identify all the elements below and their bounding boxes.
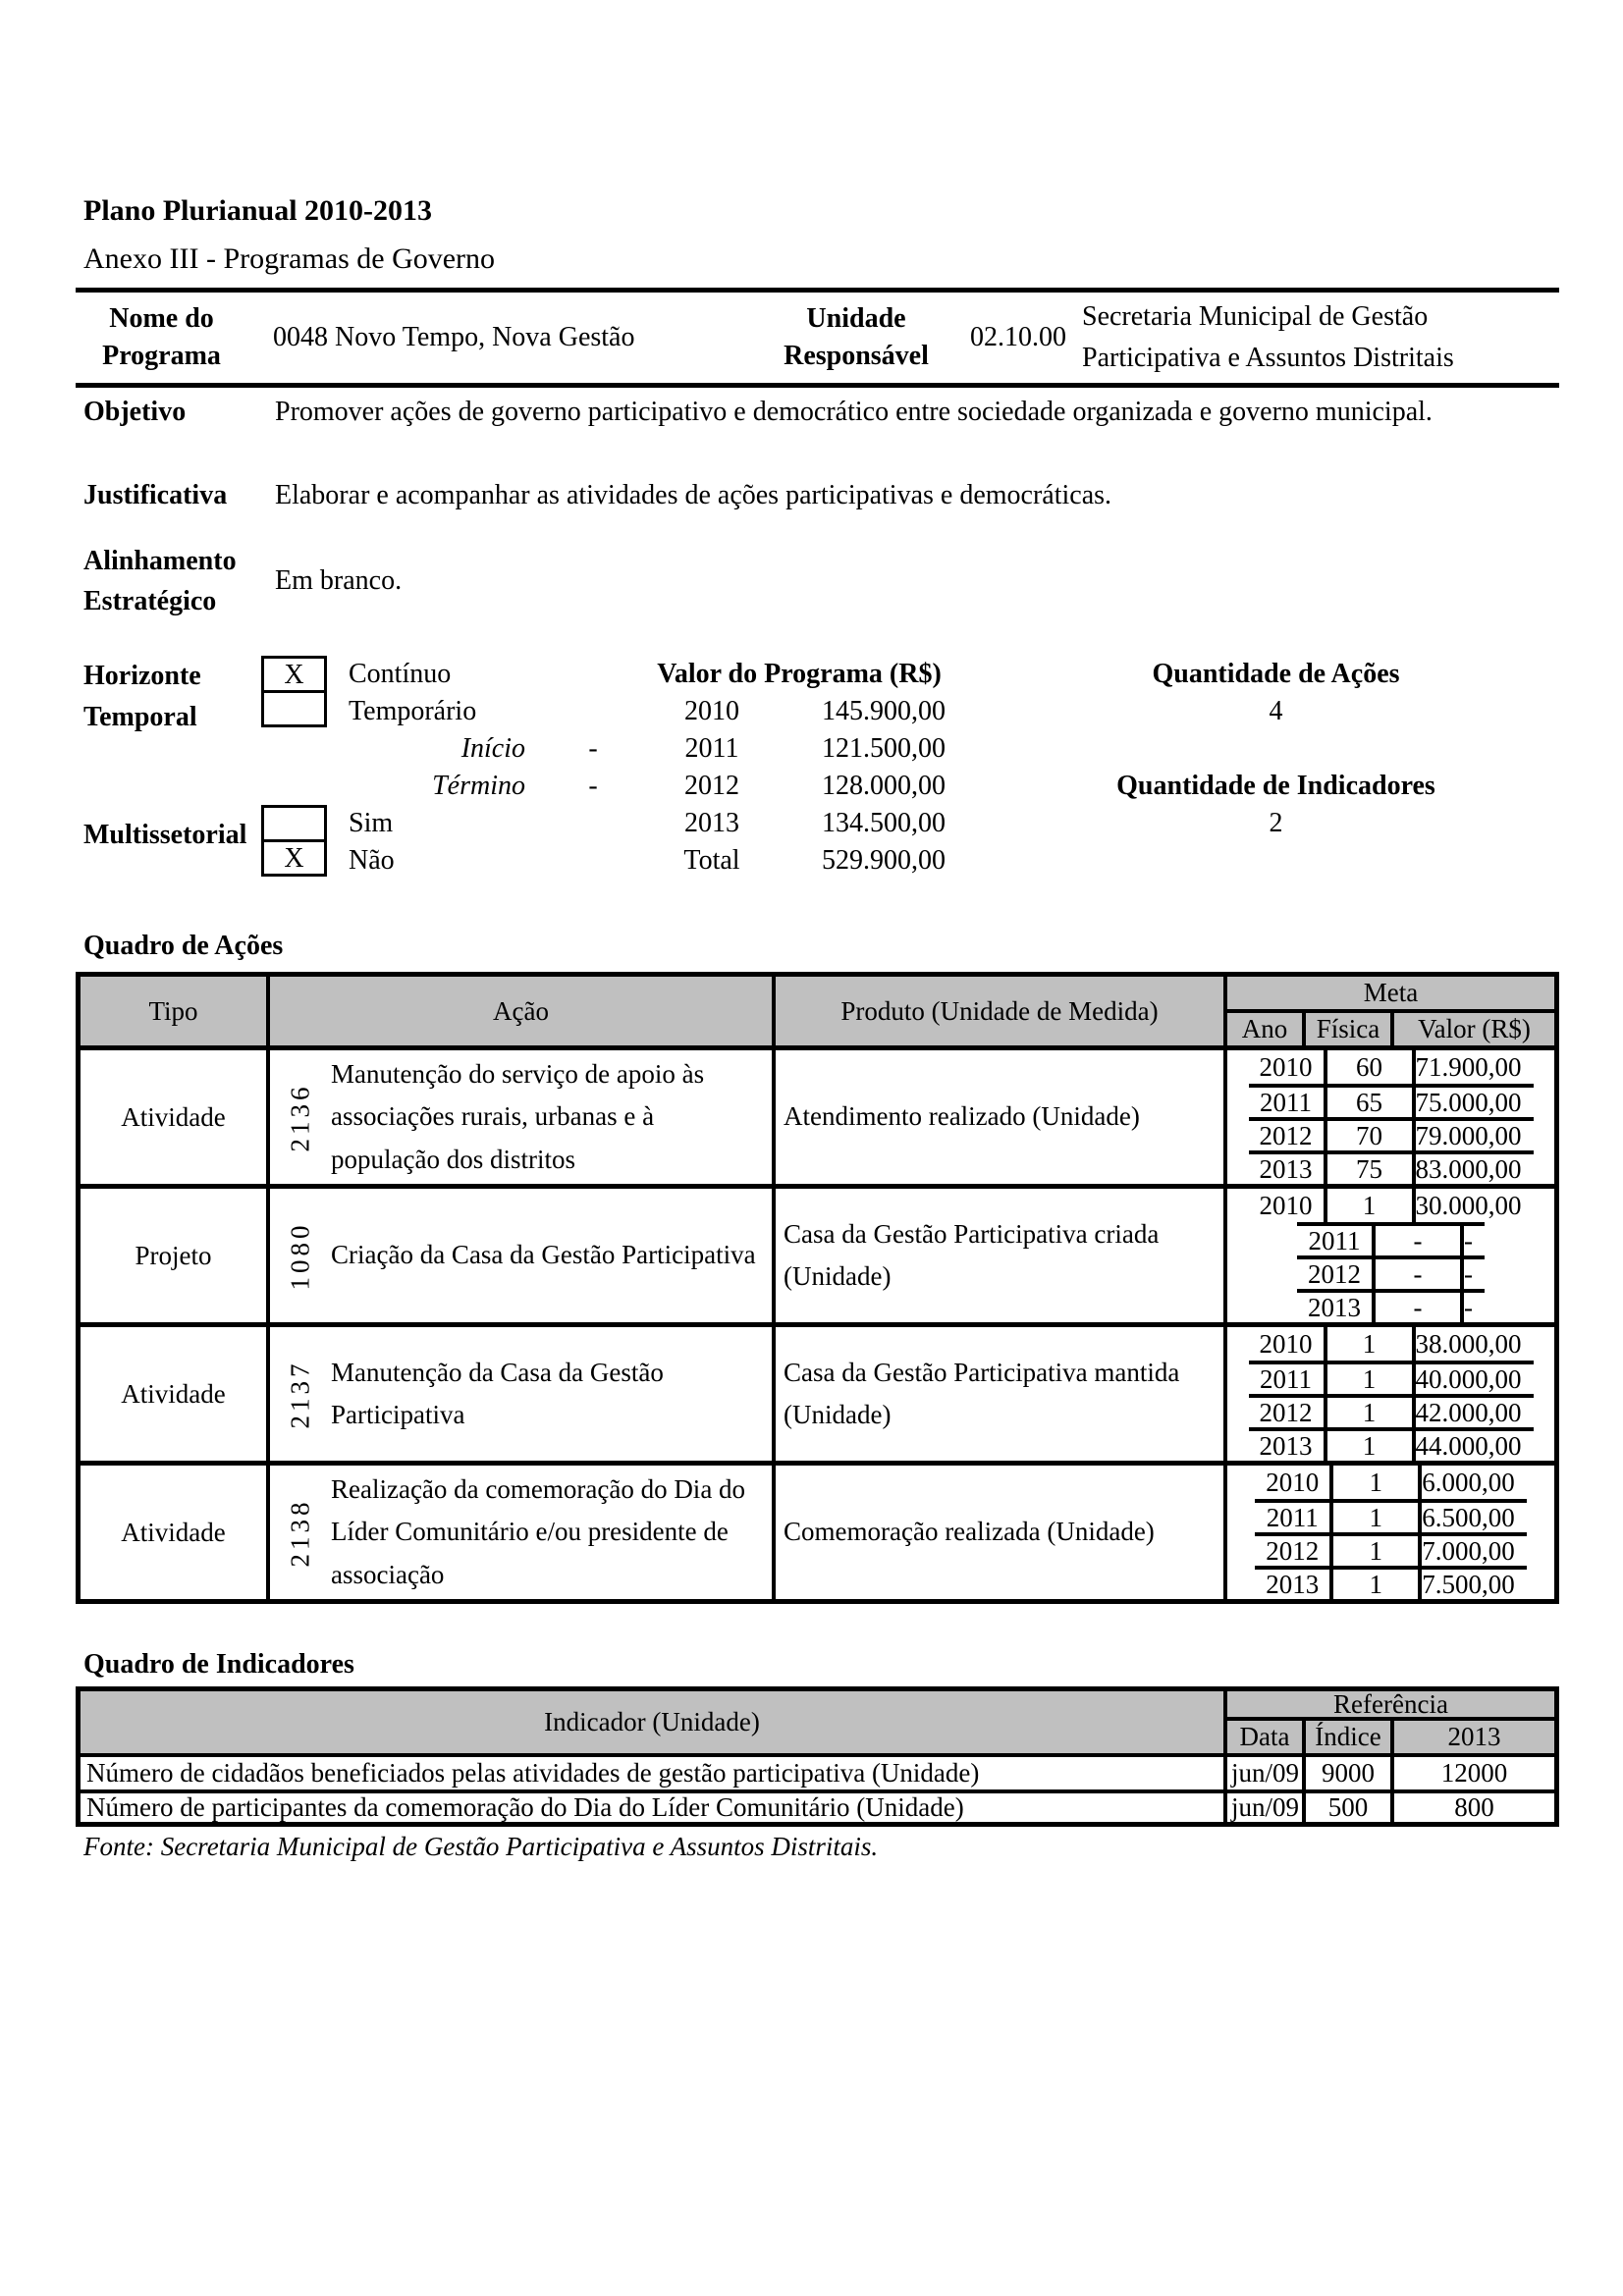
acao-meta-column [1227, 1327, 1554, 1461]
acao-produto: Casa da Gestão Participativa criada (Unidade) [776, 1189, 1227, 1322]
acao-codigo [270, 1360, 331, 1428]
valor-programa-ano: 2013 [684, 808, 739, 838]
quadro-indicadores-title: Quadro de Indicadores [83, 1649, 354, 1680]
alinhamento-label: Alinhamento Estratégico [83, 546, 237, 616]
meta-valor: 30.000,00 [1415, 1190, 1522, 1220]
objetivo-text: Promover ações de governo participativo e democrático entre sociedade organizada e governo municipal. [275, 397, 1433, 427]
justificativa-row [76, 476, 1559, 516]
header-meta-group [1227, 977, 1554, 1045]
quadro-acoes-title: Quadro de Ações [83, 931, 284, 961]
meta-fisica: 1 [1333, 1536, 1422, 1566]
indicador-2013: 800 [1454, 1792, 1494, 1822]
meta-ano: 2011 [1249, 1364, 1327, 1394]
quantidade-acoes-value: 4 [1269, 696, 1283, 726]
acao-tipo: Atividade [81, 1466, 270, 1599]
meta-row [1249, 1150, 1534, 1184]
termino-dash: - [588, 771, 598, 801]
meta-ano: 2013 [1249, 1431, 1327, 1461]
meta-row [1255, 1566, 1527, 1599]
meta-row [1249, 1084, 1534, 1117]
meta-fisica: 1 [1327, 1189, 1416, 1222]
quantidade-indicadores-label: Quantidade de Indicadores [1116, 771, 1435, 801]
indicador-row [81, 1789, 1554, 1822]
meta-ano: 2010 [1249, 1189, 1327, 1222]
valor-programa-valor: 529.900,00 [822, 845, 946, 876]
horizonte-temporal-label: Horizonte Temporal [83, 661, 201, 732]
meta-row [1249, 1394, 1534, 1427]
acao-meta-column [1227, 1050, 1554, 1184]
meta-valor: 75.000,00 [1415, 1087, 1522, 1117]
acao-codigo [270, 1221, 331, 1290]
meta-ano: 2012 [1255, 1536, 1333, 1566]
meta-ano: 2010 [1249, 1327, 1327, 1361]
meta-row [1255, 1466, 1527, 1499]
meta-valor: 79.000,00 [1415, 1120, 1522, 1150]
horizonte-checkbox-group [261, 656, 327, 727]
meta-fisica: 65 [1327, 1088, 1416, 1117]
header-indice: Índice [1306, 1721, 1394, 1753]
meta-fisica: 1 [1333, 1466, 1422, 1499]
header-2013: 2013 [1447, 1722, 1501, 1751]
responsible-unit-code: 02.10.00 [970, 322, 1066, 352]
header-meta: Meta [1227, 977, 1554, 1013]
acao-group-row [81, 1327, 1554, 1466]
indicador-indice: 9000 [1306, 1757, 1394, 1789]
program-name-label: Nome do Programa [102, 303, 221, 371]
valor-programa-ano: Total [683, 845, 740, 876]
meta-fisica: - [1376, 1293, 1464, 1322]
document-title: Plano Plurianual 2010-2013 [83, 194, 433, 227]
indicador-texto: Número de cidadãos beneficiados pelas atividades de gestão participativa (Unidade) [81, 1757, 1227, 1789]
temporario-checkbox [261, 690, 327, 727]
indicador-data: jun/09 [1227, 1793, 1306, 1822]
alinhamento-row [76, 542, 1559, 621]
meta-ano: 2012 [1249, 1398, 1327, 1427]
quantidade-indicadores-value: 2 [1269, 808, 1283, 838]
document-subtitle: Anexo III - Programas de Governo [83, 242, 496, 275]
header-ano: Ano [1227, 1013, 1306, 1045]
meta-ano: 2013 [1249, 1154, 1327, 1184]
meta-ano: 2010 [1255, 1466, 1333, 1499]
meta-fisica: 1 [1333, 1570, 1422, 1599]
quadro-indicadores-header [81, 1688, 1554, 1757]
acao-meta-column [1227, 1466, 1554, 1599]
acao-produto: Atendimento realizado (Unidade) [776, 1050, 1227, 1184]
meta-row [1255, 1532, 1527, 1566]
acao-codigo-rotated: 2138 [285, 1498, 315, 1567]
meta-fisica: 1 [1327, 1327, 1416, 1361]
meta-fisica: 1 [1333, 1503, 1422, 1532]
acao-descricao: Realização da comemoração do Dia do Líder Comunitário e/ou presidente de associação [331, 1474, 746, 1589]
valor-programa-ano: 2012 [684, 771, 739, 801]
acao-descricao: Manutenção do serviço de apoio às associações rurais, urbanas e à população dos distritos [331, 1059, 705, 1174]
acao-produto: Comemoração realizada (Unidade) [776, 1466, 1227, 1599]
meta-valor: 40.000,00 [1415, 1363, 1522, 1394]
quadro-indicadores-table [76, 1686, 1559, 1827]
meta-valor: 38.000,00 [1415, 1328, 1522, 1359]
multissetorial-label: Multissetorial [83, 820, 247, 850]
responsible-unit-label: Unidade Responsável [784, 303, 929, 371]
valor-programa-valor: 145.900,00 [822, 696, 946, 726]
valor-programa-valor: 128.000,00 [822, 771, 946, 801]
quadro-acoes-header [81, 977, 1554, 1050]
acao-cell [270, 1189, 776, 1322]
acao-tipo: Atividade [81, 1050, 270, 1184]
meta-ano: 2013 [1255, 1570, 1333, 1599]
indicador-texto: Número de participantes da comemoração do Dia do Líder Comunitário (Unidade) [81, 1793, 1227, 1822]
meta-row [1249, 1427, 1534, 1461]
meta-valor: - [1464, 1258, 1473, 1289]
meta-row [1249, 1327, 1534, 1361]
inicio-dash: - [588, 733, 598, 764]
meta-row [1249, 1361, 1534, 1394]
nao-checkbox: X [261, 839, 327, 877]
meta-valor: 83.000,00 [1415, 1153, 1522, 1184]
meta-valor: 6.500,00 [1422, 1502, 1515, 1532]
indicador-2013: 12000 [1440, 1758, 1508, 1788]
meta-row [1297, 1255, 1485, 1289]
header-data: Data [1227, 1721, 1306, 1753]
meta-ano: 2011 [1249, 1088, 1327, 1117]
meta-valor: 7.000,00 [1422, 1535, 1515, 1566]
meta-valor: 44.000,00 [1415, 1430, 1522, 1461]
nao-label: Não [349, 845, 395, 876]
acao-group-row [81, 1189, 1554, 1327]
header-referencia-group [1227, 1688, 1554, 1753]
continuo-label: Contínuo [349, 659, 452, 689]
acao-codigo [270, 1498, 331, 1567]
header-indicador: Indicador (Unidade) [81, 1691, 1227, 1753]
meta-fisica: 75 [1327, 1154, 1416, 1184]
program-header-table [76, 288, 1559, 388]
quadro-indicadores-body [81, 1757, 1554, 1822]
meta-row [1297, 1289, 1485, 1322]
quantidade-acoes-label: Quantidade de Ações [1152, 659, 1400, 689]
acao-codigo-rotated: 2136 [285, 1083, 315, 1151]
acao-descricao: Criação da Casa da Gestão Participativa [331, 1240, 756, 1270]
meta-ano: 2011 [1255, 1503, 1333, 1532]
acao-codigo [270, 1083, 331, 1151]
meta-ano: 2011 [1297, 1226, 1376, 1255]
fonte-note: Fonte: Secretaria Municipal de Gestão Participativa e Assuntos Distritais. [83, 1832, 879, 1861]
header-produto: Produto (Unidade de Medida) [776, 977, 1227, 1045]
termino-label: Término [432, 771, 525, 801]
valor-programa-ano: 2010 [684, 696, 739, 726]
meta-row [1249, 1189, 1534, 1222]
acao-descricao: Manutenção da Casa da Gestão Participativa [331, 1357, 664, 1429]
header-referencia: Referência [1227, 1691, 1554, 1721]
header-valor: Valor (R$) [1418, 1014, 1531, 1043]
quadro-acoes-table [76, 972, 1559, 1604]
header-tipo: Tipo [81, 977, 270, 1045]
acao-produto: Casa da Gestão Participativa mantida (Unidade) [776, 1327, 1227, 1461]
meta-valor: 6.000,00 [1422, 1467, 1515, 1497]
meta-ano: 2010 [1249, 1050, 1327, 1084]
objetivo-row [76, 393, 1559, 433]
meta-valor: 42.000,00 [1415, 1397, 1522, 1427]
quadro-acoes-body [81, 1050, 1554, 1599]
objetivo-label: Objetivo [83, 397, 187, 427]
meta-row [1249, 1117, 1534, 1150]
valor-programa-valor: 121.500,00 [822, 733, 946, 764]
meta-valor: 71.900,00 [1415, 1051, 1522, 1082]
acao-codigo-rotated: 1080 [285, 1221, 315, 1290]
meta-fisica: - [1376, 1226, 1464, 1255]
acao-tipo: Projeto [81, 1189, 270, 1322]
acao-tipo: Atividade [81, 1327, 270, 1461]
acao-cell [270, 1466, 776, 1599]
meta-fisica: - [1376, 1259, 1464, 1289]
justificativa-label: Justificativa [83, 480, 228, 510]
meta-valor: 7.500,00 [1422, 1569, 1515, 1599]
multissetorial-checkbox-group [261, 805, 327, 877]
meta-valor: - [1464, 1225, 1473, 1255]
horizonte-multissetorial-section [76, 648, 1559, 888]
meta-row [1297, 1222, 1485, 1255]
meta-fisica: 1 [1327, 1431, 1416, 1461]
meta-fisica: 1 [1327, 1364, 1416, 1394]
sim-label: Sim [349, 808, 394, 838]
header-fisica: Física [1306, 1013, 1394, 1045]
header-acao: Ação [270, 977, 776, 1045]
meta-ano: 2013 [1297, 1293, 1376, 1322]
valor-programa-ano: 2011 [684, 733, 739, 764]
meta-fisica: 60 [1327, 1050, 1416, 1084]
indicador-indice: 500 [1306, 1793, 1394, 1822]
acao-meta-column [1227, 1189, 1554, 1322]
meta-valor: - [1464, 1292, 1473, 1322]
acao-group-row [81, 1466, 1554, 1599]
inicio-label: Início [460, 733, 525, 764]
valor-programa-title: Valor do Programa (R$) [657, 659, 942, 689]
meta-row [1249, 1050, 1534, 1084]
alinhamento-text: Em branco. [275, 565, 403, 597]
meta-row [1255, 1499, 1527, 1532]
temporario-label: Temporário [349, 696, 477, 726]
sim-checkbox [261, 805, 327, 842]
indicador-data: jun/09 [1227, 1757, 1306, 1789]
continuo-checkbox: X [261, 656, 327, 693]
acao-codigo-rotated: 2137 [285, 1360, 315, 1428]
acao-cell [270, 1327, 776, 1461]
meta-fisica: 1 [1327, 1398, 1416, 1427]
valor-programa-valor: 134.500,00 [822, 808, 946, 838]
program-name-value: 0048 Novo Tempo, Nova Gestão [273, 322, 635, 352]
meta-ano: 2012 [1249, 1121, 1327, 1150]
indicador-row [81, 1757, 1554, 1789]
justificativa-text: Elaborar e acompanhar as atividades de ações participativas e democráticas. [275, 480, 1112, 510]
meta-fisica: 70 [1327, 1121, 1416, 1150]
responsible-unit-value: Secretaria Municipal de Gestão Participativa e Assuntos Distritais [1082, 301, 1454, 373]
acao-cell [270, 1050, 776, 1184]
meta-ano: 2012 [1297, 1259, 1376, 1289]
acao-group-row [81, 1050, 1554, 1189]
